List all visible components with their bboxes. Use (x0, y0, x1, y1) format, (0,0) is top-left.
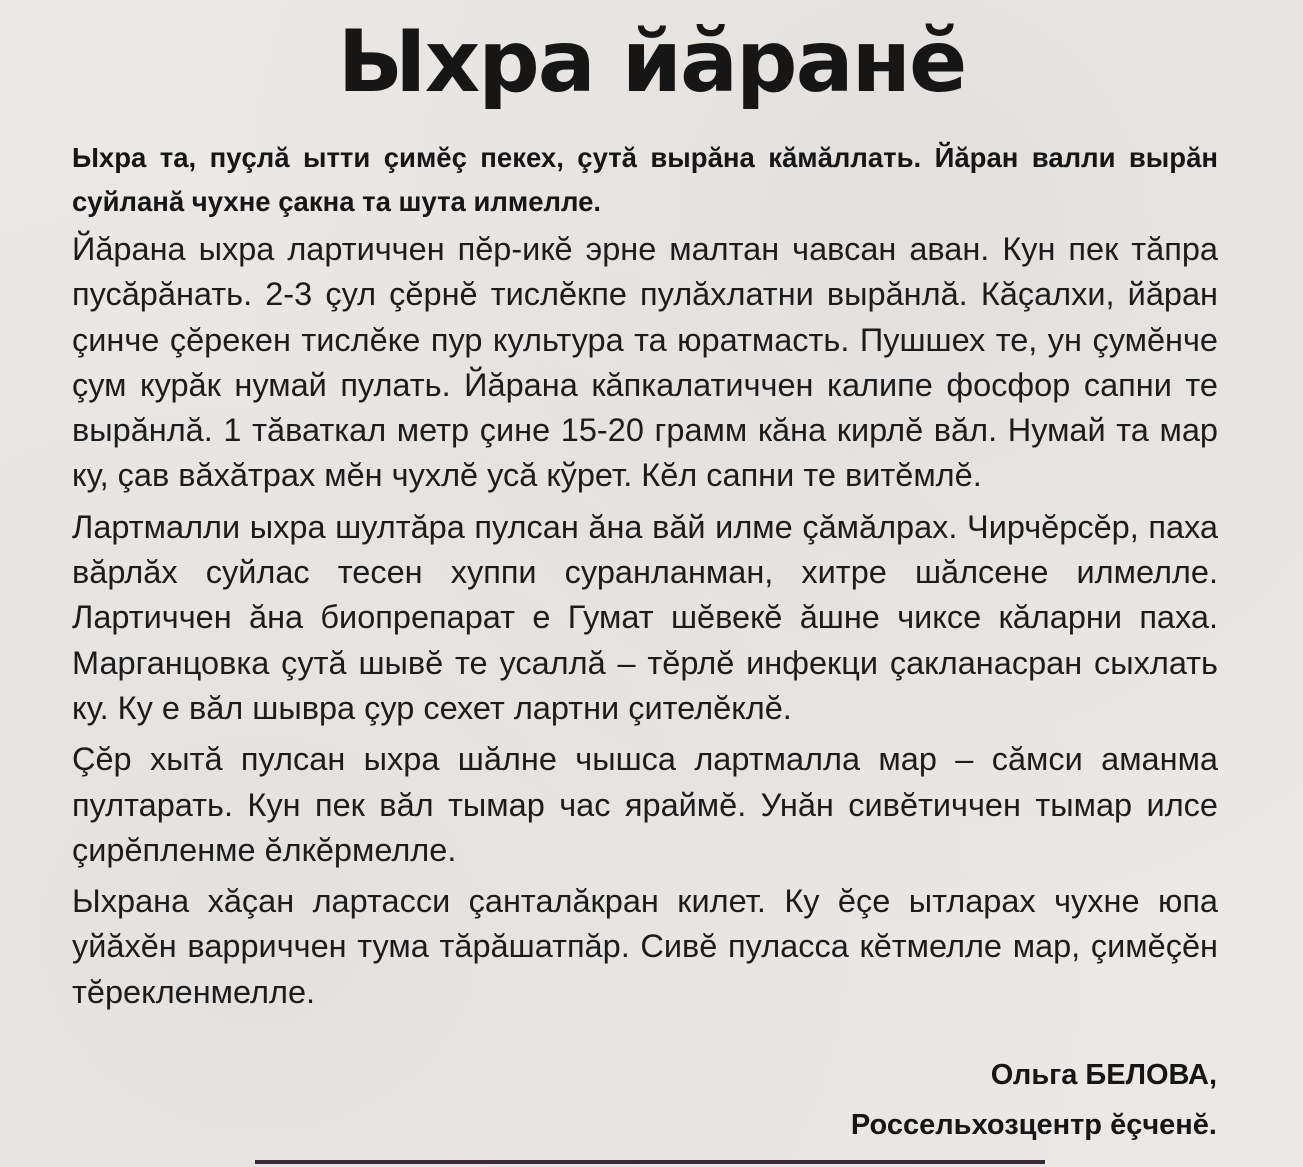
author-affiliation: Россельхозцентр ĕçченĕ. (850, 1109, 1217, 1141)
bottom-divider (255, 1160, 1045, 1164)
article-paragraph-1: Йăрана ыхра лартиччен пĕр-икĕ эрне малтан чавсан аван. Кун пек тăпра пусăрăнать. 2-3 çул çĕрнĕ тислĕкпе пулăхлатни вырăнлă. Кăçалхи, йăран çинче çĕрекен тислĕке пур культура та юратмасть. Пушшех те, ун çумĕнче çум курăк нумай пулать. Йăрана кăпкалатиччен калипе фосфор сапни те вырăнлă. 1 тăваткал метр çине 15-20 грамм кăна кирлĕ вăл. Нумай та мар ку, çав вăхăтрах мĕн чухлĕ усă кўрет. Кĕл сапни те витĕмлĕ. (72, 231, 1218, 494)
article-signature (851, 1050, 1217, 1150)
article-paragraph-3: Çĕр хытă пулсан ыхра шăлне чышса лартмалла мар – сăмси аманма пултарать. Кун пек вăл тымар час яраймĕ. Унăн сивĕтиччен тымар илсе çирĕпленме ĕлкĕрмелле. (72, 741, 1218, 868)
article-body (72, 227, 1218, 1021)
article-title: Ыхра йăранĕ (337, 12, 966, 112)
article-paragraph-4: Ыхрана хăçан лартасси çанталăкран килет. Ку ĕçе ытларах чухне юпа уйăхĕн варриччен тума тăрăшатпăр. Сивĕ пуласса кĕтмелле мар, çимĕçĕн тĕрекленмелле. (72, 883, 1218, 1010)
author-name: Ольга БЕЛОВА, (990, 1059, 1217, 1091)
article-lead: Ыхра та, пуçлă ытти çимĕç пекех, çутă вырăна кăмăллать. Йăран валли вырăн суйланă чухне çакна та шута илмелле. (72, 142, 1218, 217)
article-paragraph-2: Лартмалли ыхра шултăра пулсан ăна вăй илме çăмăлрах. Чирчĕрсĕр, паха вăрлăх суйлас тесен хуппи суранланман, хитре шăлсене илмелле. Лартиччен ăна биопрепарат е Гумат шĕвекĕ ăшне чиксе кăларни паха. Марганцовка çутă шывĕ те усаллă – тĕрлĕ инфекци çакланасран сыхлать ку. Ку е вăл шывра çур сехет лартни çителĕклĕ. (72, 508, 1218, 726)
